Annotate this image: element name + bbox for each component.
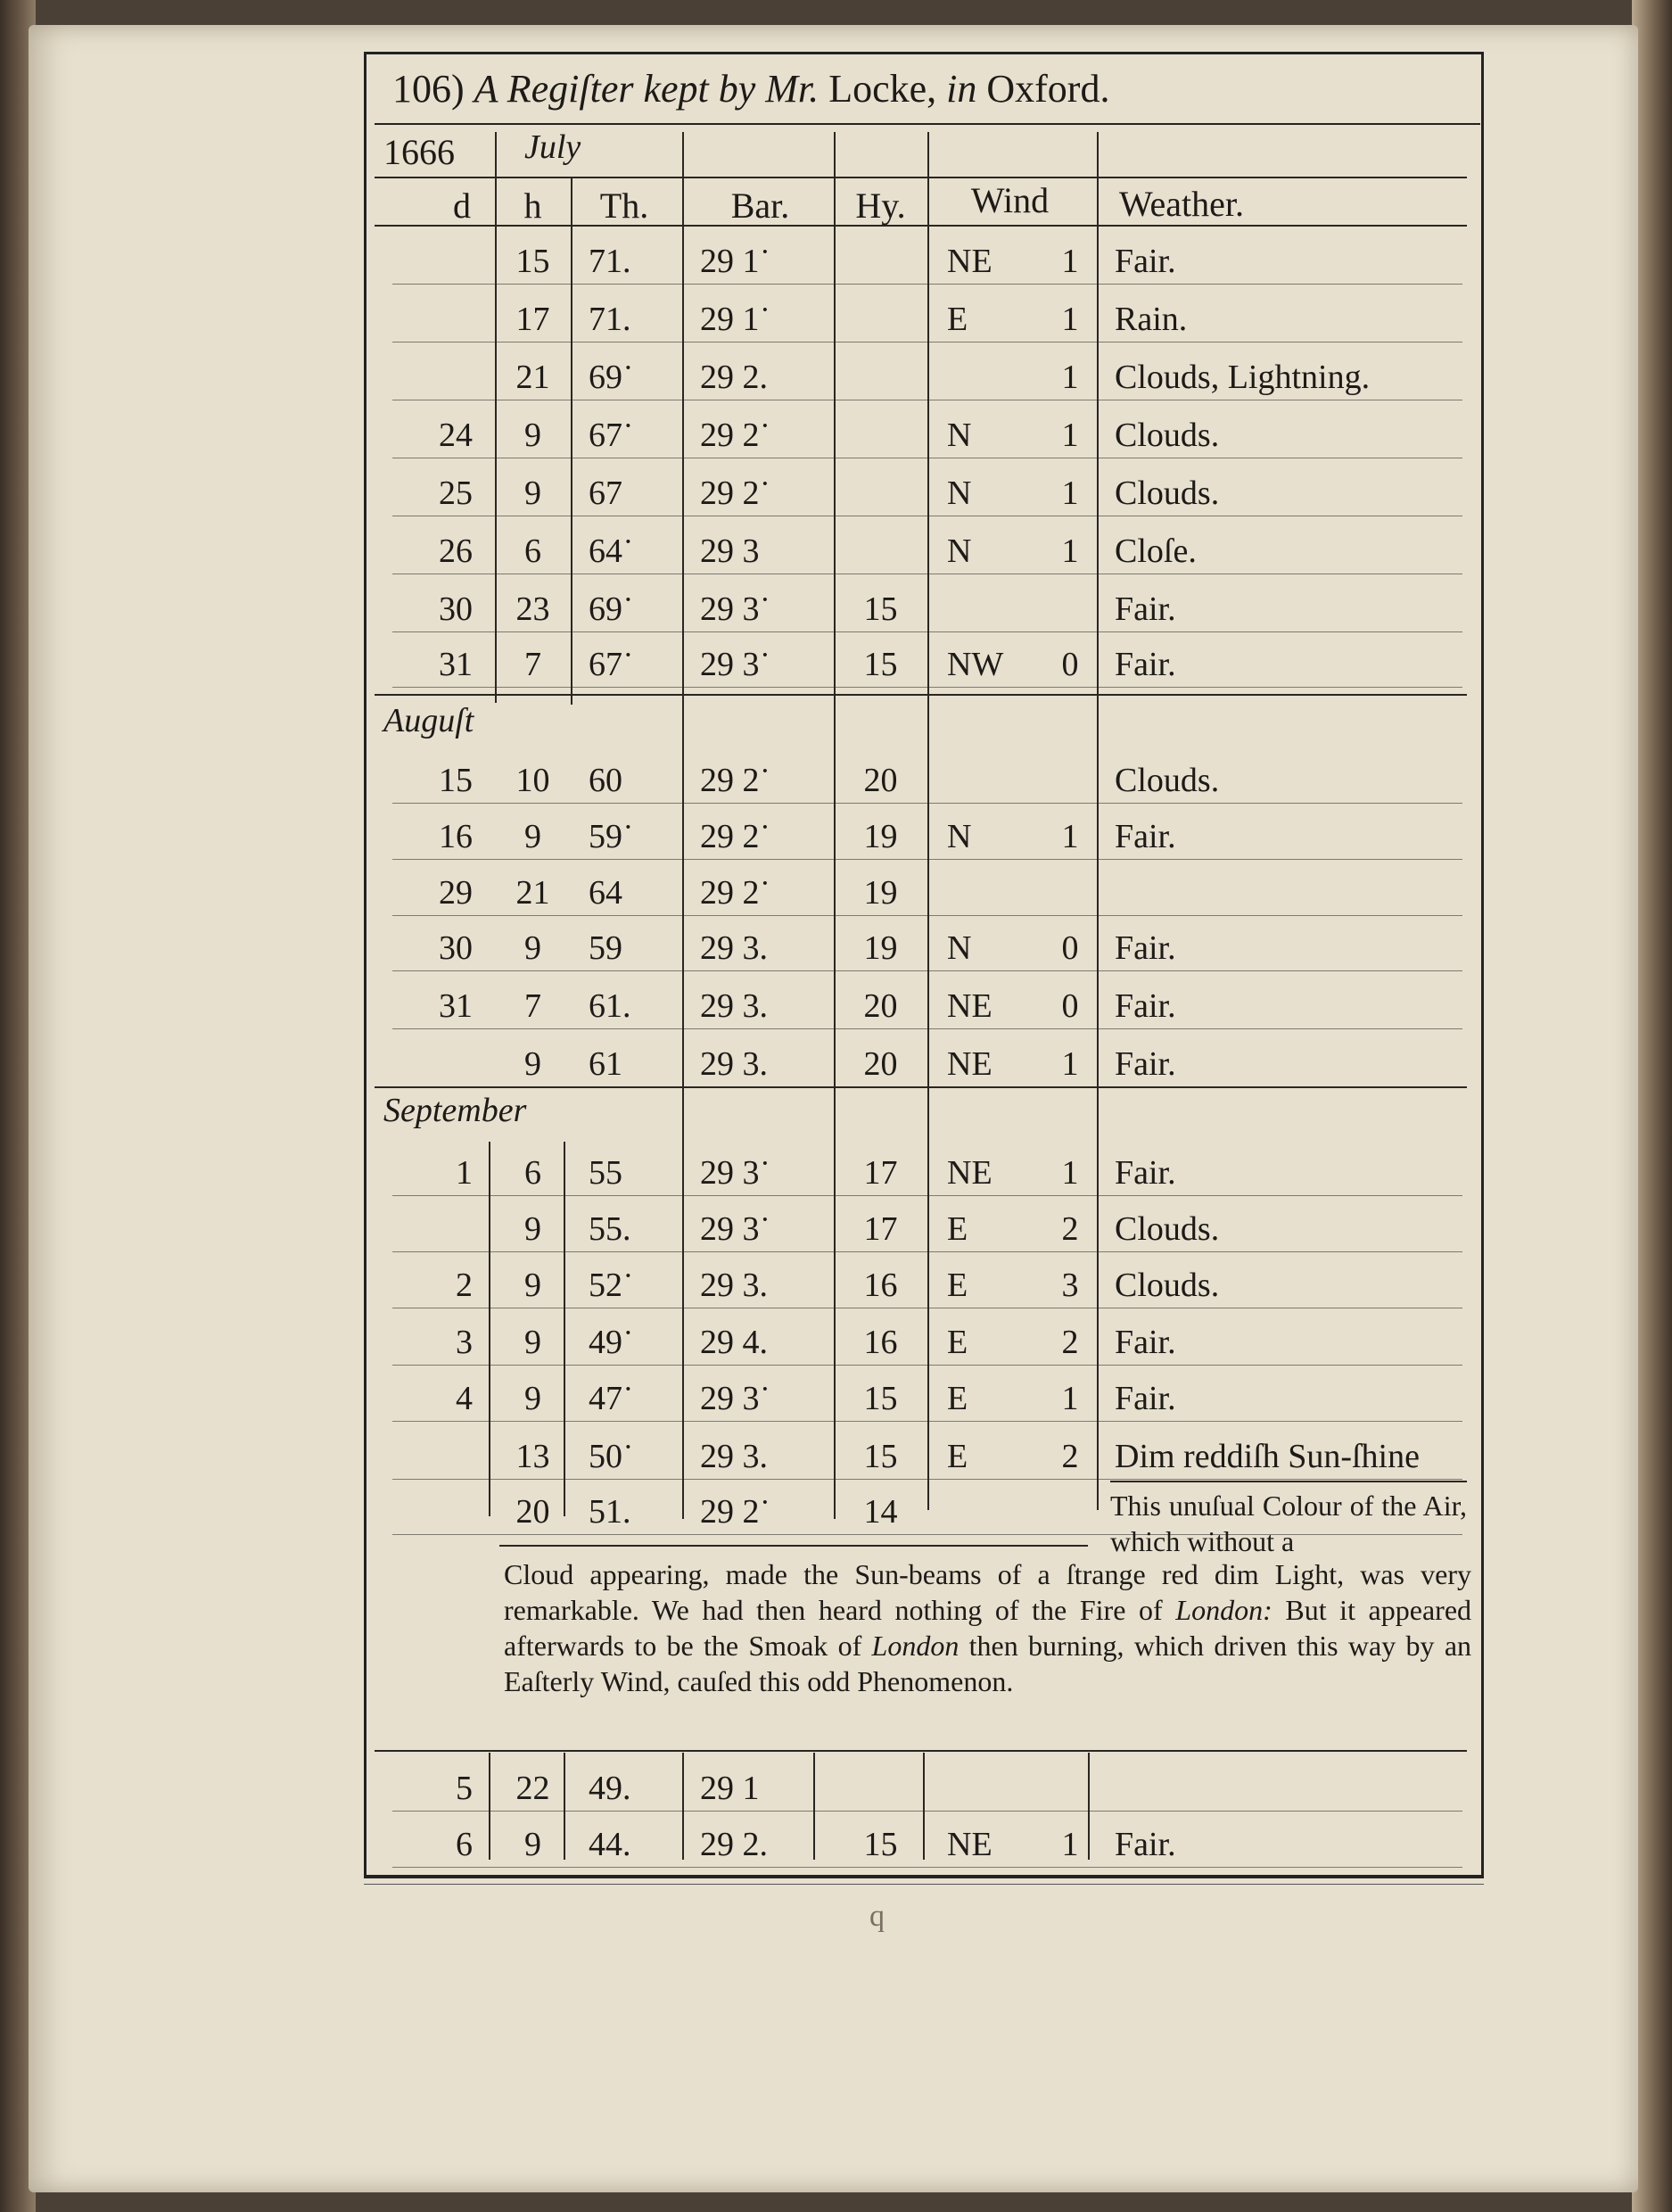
vline-d-end (489, 1753, 490, 1860)
cell-force: 0 (1061, 929, 1079, 967)
vline-th-end (682, 1753, 684, 1860)
cell-th: 64˙ (589, 532, 634, 570)
cell-d: 31 (439, 987, 473, 1025)
vline-wind (1097, 132, 1099, 1510)
row-rule (392, 1028, 1462, 1029)
cell-th: 47˙ (589, 1380, 634, 1417)
cell-weather: Fair. (1115, 590, 1176, 628)
cell-wind: E (947, 1438, 968, 1475)
vline-hy-end (923, 1753, 925, 1860)
note-top-rule (499, 1545, 1088, 1547)
cell-weather: Dim reddiſh Sun-ſhine (1115, 1438, 1420, 1475)
cell-h: 10 (515, 762, 550, 799)
cell-hy: 17 (863, 1210, 898, 1248)
note-london2: London (871, 1630, 960, 1662)
cell-bar: 29 2˙ (700, 874, 771, 912)
cell-force: 0 (1061, 987, 1079, 1025)
cell-h: 15 (515, 243, 550, 280)
cell-bar: 29 3. (700, 1267, 768, 1304)
cell-weather: Clouds. (1115, 1210, 1220, 1248)
cell-force: 1 (1061, 417, 1079, 454)
cell-th: 67 (589, 475, 622, 512)
cell-hy: 19 (863, 818, 898, 855)
cell-h: 9 (524, 1380, 541, 1417)
cell-force: 1 (1061, 359, 1079, 396)
cell-bar: 29 3˙ (700, 590, 771, 628)
cell-th: 69˙ (589, 359, 634, 396)
title-place: Oxford. (986, 67, 1110, 111)
cell-weather: Rain. (1115, 301, 1188, 338)
cell-force: 2 (1061, 1324, 1079, 1361)
row-rule (392, 1479, 1462, 1480)
note-first-line: This unuſual Colour of the Air, which without a (1110, 1490, 1467, 1557)
cell-h: 6 (524, 1154, 541, 1192)
cell-weather: Fair. (1115, 1154, 1176, 1192)
note-bottom-rule (375, 1750, 1467, 1752)
cell-bar: 29 2˙ (700, 818, 771, 855)
cell-th: 44. (589, 1826, 631, 1863)
cell-hy: 20 (863, 762, 898, 799)
cell-wind: E (947, 1210, 968, 1248)
cell-th: 59˙ (589, 818, 634, 855)
cell-bar: 29 3˙ (700, 1154, 771, 1192)
cell-force: 0 (1061, 646, 1079, 683)
col-d-header: d (453, 186, 471, 226)
cell-d: 24 (439, 417, 473, 454)
vline-h (571, 178, 572, 705)
cell-hy: 14 (863, 1493, 898, 1531)
row-rule (392, 970, 1462, 971)
cell-h: 7 (524, 646, 541, 683)
cell-force: 1 (1061, 1380, 1079, 1417)
vline-bar (834, 132, 836, 1519)
vline-wind-end (1088, 1753, 1090, 1860)
cell-weather: Clouds. (1115, 1267, 1220, 1304)
cell-d: 16 (439, 818, 473, 855)
row-rule (392, 915, 1462, 916)
vline-d (495, 132, 497, 703)
cell-d: 1 (456, 1154, 473, 1192)
cell-hy: 17 (863, 1154, 898, 1192)
page-number: 106) (392, 67, 465, 111)
row-rule (392, 342, 1462, 343)
weather-note-rule (1110, 1481, 1467, 1482)
cell-wind: N (947, 475, 972, 512)
cell-bar: 29 2˙ (700, 1493, 771, 1531)
cell-bar: 29 1 (700, 1770, 760, 1807)
row-rule (392, 1086, 1462, 1087)
col-bar-header: Bar. (730, 186, 790, 226)
header-rule-bottom (375, 225, 1467, 227)
cell-hy: 20 (863, 1045, 898, 1083)
cell-d: 26 (439, 532, 473, 570)
cell-bar: 29 3. (700, 987, 768, 1025)
cell-bar: 29 3˙ (700, 1210, 771, 1248)
cell-weather: Cloſe. (1115, 532, 1197, 570)
title-italic: A Regiſter kept by Mr. (474, 67, 820, 111)
cell-bar: 29 2˙ (700, 417, 771, 454)
cell-h: 9 (524, 818, 541, 855)
cell-wind: N (947, 417, 972, 454)
month-september: September (383, 1092, 527, 1129)
cell-h: 17 (515, 301, 550, 338)
cell-h: 9 (524, 1324, 541, 1361)
cell-bar: 29 2. (700, 359, 768, 396)
cell-wind: NE (947, 1045, 992, 1083)
cell-force: 2 (1061, 1438, 1079, 1475)
bottom-rule (364, 1875, 1484, 1878)
cell-d: 6 (456, 1826, 473, 1863)
cell-force: 1 (1061, 532, 1079, 570)
col-weather-header: Weather. (1119, 184, 1245, 224)
cell-h: 21 (515, 874, 550, 912)
cell-force: 1 (1061, 301, 1079, 338)
cell-th: 61. (589, 987, 631, 1025)
cell-h: 22 (515, 1770, 550, 1807)
cell-h: 9 (524, 475, 541, 512)
title-in: in (946, 67, 977, 111)
cell-bar: 29 4. (700, 1324, 768, 1361)
cell-hy: 15 (863, 590, 898, 628)
cell-d: 15 (439, 762, 473, 799)
cell-bar: 29 3˙ (700, 1380, 771, 1417)
cell-weather: Clouds, Lightning. (1115, 359, 1371, 396)
cell-hy: 15 (863, 1826, 898, 1863)
row-rule (392, 1811, 1462, 1812)
cell-force: 1 (1061, 475, 1079, 512)
cell-wind: NE (947, 1154, 992, 1192)
cell-d: 29 (439, 874, 473, 912)
year-header: 1666 (383, 132, 455, 172)
cell-th: 50˙ (589, 1438, 634, 1475)
cell-th: 61 (589, 1045, 622, 1083)
cell-wind: E (947, 1267, 968, 1304)
col-h-header: h (523, 186, 542, 226)
cell-th: 59 (589, 929, 622, 967)
col-th-header: Th. (599, 186, 649, 226)
cell-force: 1 (1061, 818, 1079, 855)
cell-wind: NE (947, 1826, 992, 1863)
cell-force: 1 (1061, 1154, 1079, 1192)
cell-th: 55 (589, 1154, 622, 1192)
july-end-rule (375, 694, 1467, 696)
cell-wind: N (947, 532, 972, 570)
cell-force: 3 (1061, 1267, 1079, 1304)
cell-th: 55. (589, 1210, 631, 1248)
cell-force: 2 (1061, 1210, 1079, 1248)
cell-th: 49˙ (589, 1324, 634, 1361)
row-rule (392, 1867, 1462, 1868)
cell-h: 9 (524, 929, 541, 967)
cell-bar: 29 3. (700, 1045, 768, 1083)
cell-bar: 29 2˙ (700, 762, 771, 799)
cell-d: 31 (439, 646, 473, 683)
cell-weather: Fair. (1115, 1826, 1176, 1863)
cell-force: 1 (1061, 243, 1079, 280)
cell-h: 9 (524, 1826, 541, 1863)
cell-weather: Fair. (1115, 1324, 1176, 1361)
cell-hy: 20 (863, 987, 898, 1025)
cell-d: 30 (439, 590, 473, 628)
cell-d: 4 (456, 1380, 473, 1417)
row-rule (392, 687, 1462, 688)
cell-h: 7 (524, 987, 541, 1025)
note-part2: But it appeared afterwards to be the Smoak of (504, 1594, 1472, 1662)
cell-weather: Fair. (1115, 243, 1176, 280)
row-rule (392, 284, 1462, 285)
cell-bar: 29 3˙ (700, 646, 771, 683)
cell-th: 71. (589, 243, 631, 280)
cell-d: 3 (456, 1324, 473, 1361)
title-rule (375, 123, 1480, 125)
note-part1: Cloud appearing, made the Sun-beams of a ſtrange red dim Light, was very remarkable. We had then heard nothing of the Fire of (504, 1558, 1471, 1626)
cell-h: 9 (524, 1267, 541, 1304)
cell-d: 2 (456, 1267, 473, 1304)
col-wind-header: Wind (970, 180, 1050, 220)
cell-weather: Clouds. (1115, 762, 1220, 799)
header-rule (375, 177, 1467, 178)
col-hy-header: Hy. (855, 186, 906, 226)
cell-th: 67˙ (589, 646, 634, 683)
title-name: Locke, (828, 67, 937, 111)
cell-hy: 19 (863, 929, 898, 967)
cell-bar: 29 2˙ (700, 475, 771, 512)
fire-note (504, 1556, 1471, 1699)
cell-wind: NE (947, 987, 992, 1025)
cell-weather: Fair. (1115, 1045, 1176, 1083)
cell-wind: N (947, 929, 972, 967)
cell-bar: 29 1˙ (700, 301, 771, 338)
cell-hy: 15 (863, 1380, 898, 1417)
cell-d: 30 (439, 929, 473, 967)
cell-weather: Fair. (1115, 1380, 1176, 1417)
cell-weather: Fair. (1115, 646, 1176, 683)
cell-hy: 15 (863, 646, 898, 683)
catchword: q (869, 1900, 885, 1933)
cell-weather: Fair. (1115, 818, 1176, 855)
cell-force: 1 (1061, 1045, 1079, 1083)
cell-d: 25 (439, 475, 473, 512)
cell-bar: 29 3. (700, 1438, 768, 1475)
cell-h: 9 (524, 1210, 541, 1248)
row-rule (392, 631, 1462, 632)
month-july: July (524, 128, 581, 166)
cell-hy: 15 (863, 1438, 898, 1475)
cell-h: 9 (524, 1045, 541, 1083)
cell-weather: Fair. (1115, 929, 1176, 967)
cell-weather: Clouds. (1115, 475, 1220, 512)
cell-h: 9 (524, 417, 541, 454)
row-rule (392, 1195, 1462, 1196)
cell-hy: 19 (863, 874, 898, 912)
cell-h: 23 (515, 590, 550, 628)
row-rule (392, 803, 1462, 804)
note-part3: then burning, which driven this way by an Eaſterly Wind, cauſed this odd Phenomenon. (504, 1630, 1472, 1697)
bottom-rule-thin (364, 1884, 1484, 1885)
vline-d-sep (489, 1142, 490, 1516)
row-rule (392, 859, 1462, 860)
cell-weather: Clouds. (1115, 417, 1220, 454)
row-rule (392, 1365, 1462, 1366)
cell-h: 21 (515, 359, 550, 396)
cell-bar: 29 2. (700, 1826, 768, 1863)
cell-h: 6 (524, 532, 541, 570)
cell-h: 20 (515, 1493, 550, 1531)
cell-h: 13 (515, 1438, 550, 1475)
page-title (392, 62, 1462, 116)
cell-wind: NW (947, 646, 1004, 683)
cell-th: 67˙ (589, 417, 634, 454)
cell-weather: Fair. (1115, 987, 1176, 1025)
cell-th: 51. (589, 1493, 631, 1531)
cell-d: 5 (456, 1770, 473, 1807)
cell-hy: 16 (863, 1324, 898, 1361)
cell-force: 1 (1061, 1826, 1079, 1863)
vline-th (682, 132, 684, 1519)
cell-wind: E (947, 301, 968, 338)
cell-th: 52˙ (589, 1267, 634, 1304)
cell-th: 69˙ (589, 590, 634, 628)
row-rule (392, 1251, 1462, 1252)
cell-bar: 29 3. (700, 929, 768, 967)
cell-th: 64 (589, 874, 622, 912)
note-london1: London: (1175, 1594, 1273, 1626)
row-rule (392, 1421, 1462, 1422)
cell-bar: 29 1˙ (700, 243, 771, 280)
cell-wind: N (947, 818, 972, 855)
cell-th: 49. (589, 1770, 631, 1807)
vline-hy (927, 132, 929, 1510)
month-august: Auguſt (383, 702, 474, 739)
cell-th: 71. (589, 301, 631, 338)
cell-wind: E (947, 1324, 968, 1361)
cell-wind: E (947, 1380, 968, 1417)
cell-hy: 16 (863, 1267, 898, 1304)
cell-bar: 29 3 (700, 532, 760, 570)
cell-th: 60 (589, 762, 622, 799)
cell-wind: NE (947, 243, 992, 280)
